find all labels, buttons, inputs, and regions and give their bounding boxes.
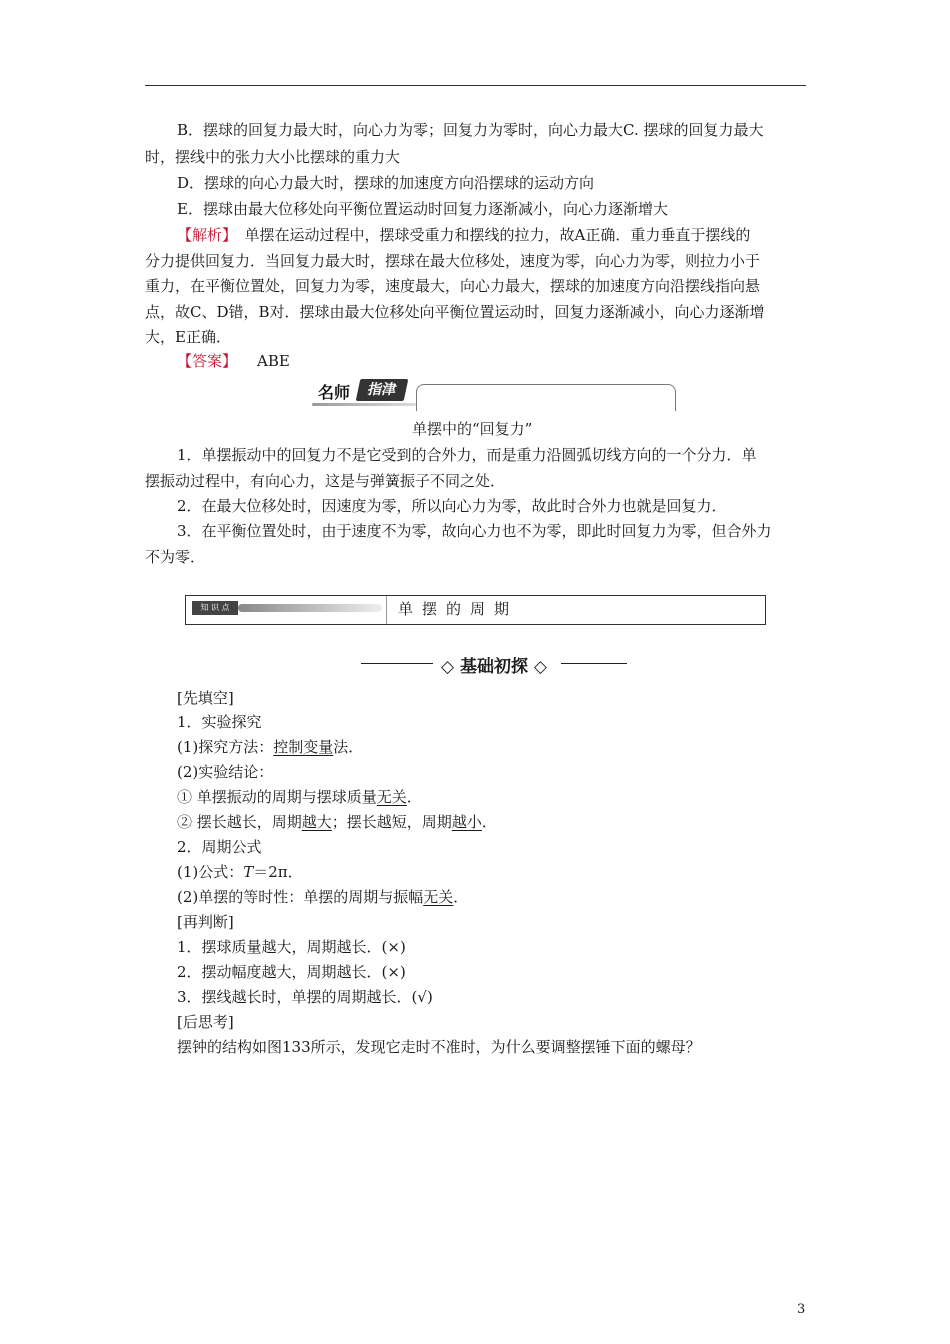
tips-p2: 2．在最大位移处时，因速度为零，所以向心力为零，故此时合外力也就是回复力． xyxy=(177,497,727,515)
option-b-line1: B．摆球的回复力最大时，向心力为零；回复力为零时，向心力最大C. 摆球的回复力最大 xyxy=(177,121,764,139)
judge-1: 1．摆球质量越大，周期越长．(×) xyxy=(177,938,406,956)
formula-line xyxy=(177,860,838,884)
option-b-line2: 时，摆线中的张力大小比摆球的重力大 xyxy=(145,148,401,166)
tips-sweep xyxy=(312,403,416,406)
formula-T: T xyxy=(243,863,254,881)
judge-label: [再判断] xyxy=(177,913,234,931)
tips-p1-line1: 1．单摆振动中的回复力不是它受到的合外力，而是重力沿圆弧切线方向的一个分力．单 xyxy=(177,446,757,464)
item-1a-pre: (1)探究方法： xyxy=(177,738,274,756)
basic-heading xyxy=(361,652,627,676)
isochronism-post: ． xyxy=(453,888,469,906)
think-label: [后思考] xyxy=(177,1013,234,1031)
formula-pre: (1)公式： xyxy=(177,863,244,881)
judge-3: 3．摆线越长时，单摆的周期越长．(√) xyxy=(177,988,433,1006)
conclusion-2-answer-1: 越大 xyxy=(301,813,332,831)
answer-line xyxy=(177,349,838,373)
item-1a-post: 法． xyxy=(333,738,364,756)
item-1: 1．实验探究 xyxy=(177,713,262,731)
conclusion-1-post: ． xyxy=(406,788,422,806)
heading-rule-left xyxy=(361,663,433,664)
option-e: E．摆球由最大位移处向平衡位置运动时回复力逐渐减小，向心力逐渐增大 xyxy=(177,200,668,218)
isochronism-line xyxy=(177,885,838,909)
conclusion-2-post: ． xyxy=(481,813,497,831)
item-2: 2．周期公式 xyxy=(177,838,262,856)
analysis-line5: 大，E正确． xyxy=(145,328,231,346)
section-tag xyxy=(192,601,382,615)
item-1a xyxy=(177,735,838,759)
fill-label: [先填空] xyxy=(177,689,234,707)
analysis-line1 xyxy=(177,223,838,247)
tips-frame xyxy=(416,384,676,411)
conclusion-2-answer-2: 越小 xyxy=(451,813,482,831)
think-question: 摆钟的结构如图133所示，发现它走时不准时，为什么要调整摆锤下面的螺母？ xyxy=(177,1038,701,1056)
section-title: 单摆的周期 xyxy=(398,600,519,618)
tips-p3-line2: 不为零． xyxy=(145,548,206,566)
answer-value: ABE xyxy=(257,352,290,370)
analysis-line4: 点，故C、D错，B对．摆球由最大位移处向平衡位置运动时，回复力逐渐减小，向心力逐渐增 xyxy=(145,303,765,321)
section-tag-label: 知 识 点 xyxy=(192,601,238,615)
judge-2: 2．摆动幅度越大，周期越长．(×) xyxy=(177,963,406,981)
tips-badge-right: 指津 xyxy=(356,379,409,401)
analysis-text: 单摆在运动过程中，摆球受重力和摆线的拉力，故A正确．重力垂直于摆线的 xyxy=(229,226,751,244)
heading-rule-right xyxy=(561,663,627,664)
conclusion-2 xyxy=(177,810,838,834)
isochronism-answer: 无关 xyxy=(423,888,454,906)
isochronism-pre: (2)单摆的等时性：单摆的周期与振幅 xyxy=(177,888,424,906)
header-rule xyxy=(145,85,806,86)
item-1b: (2)实验结论： xyxy=(177,763,274,781)
analysis-label: 【解析】 xyxy=(177,226,230,244)
section-divider xyxy=(386,596,387,624)
tips-banner xyxy=(306,377,676,413)
tips-p3-line1: 3．在平衡位置处时，由于速度不为零，故向心力也不为零，即此时回复力为零，但合外力 xyxy=(177,522,772,540)
option-d: D．摆球的向心力最大时，摆球的加速度方向沿摆球的运动方向 xyxy=(177,174,595,192)
tips-p1-line2: 摆振动过程中，有向心力，这是与弹簧振子不同之处． xyxy=(145,472,506,490)
tips-title: 单摆中的“回复力” xyxy=(412,420,533,438)
conclusion-2-pre: ② 摆长越长，周期 xyxy=(177,813,302,831)
page-number: 3 xyxy=(797,1302,806,1317)
analysis-line2: 分力提供回复力．当回复力最大时，摆球在最大位移处，速度为零，向心力为零，则拉力小于 xyxy=(145,252,761,270)
conclusion-1-answer: 无关 xyxy=(376,788,407,806)
tips-badge xyxy=(306,377,416,407)
conclusion-1 xyxy=(177,785,838,809)
conclusion-1-pre: ① 单摆振动的周期与摆球质量 xyxy=(177,788,377,806)
analysis-line3: 重力，在平衡位置处，回复力为零，速度最大，向心力最大，摆球的加速度方向沿摆线指向悬 xyxy=(145,277,761,295)
formula-post: ＝2π． xyxy=(253,863,303,881)
conclusion-2-mid: ；摆长越短，周期 xyxy=(331,813,452,831)
section-tag-bar xyxy=(238,604,382,612)
section-box xyxy=(185,595,766,625)
item-1a-answer: 控制变量 xyxy=(273,738,334,756)
basic-heading-text: ◇ 基础初探 ◇ xyxy=(441,657,547,677)
answer-label: 【答案】 xyxy=(177,352,238,370)
tips-badge-left: 名师 xyxy=(318,383,351,402)
